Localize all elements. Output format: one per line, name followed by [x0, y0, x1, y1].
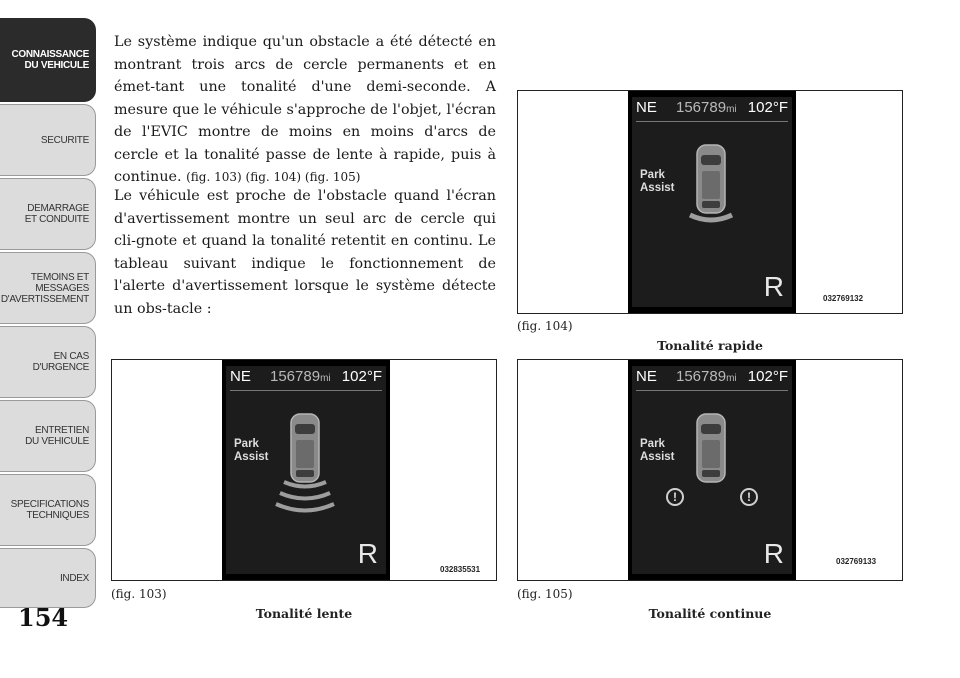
warning-icon: !	[666, 488, 684, 506]
evic-display	[222, 360, 390, 580]
vehicle-top-view-icon	[694, 410, 728, 486]
vehicle-top-view-icon	[288, 410, 322, 486]
tab-label-line: DEMARRAGE	[27, 203, 89, 214]
tab-label-line: ENTRETIEN	[35, 425, 89, 436]
figure-103	[111, 359, 497, 581]
figure-references: (fig. 103) (fig. 104) (fig. 105)	[186, 170, 361, 184]
figure-label: (fig. 104)	[517, 319, 573, 333]
tab-en-cas-d-urgence[interactable]	[0, 326, 96, 398]
tab-label-line: EN CAS	[53, 351, 89, 362]
display-header	[230, 366, 382, 388]
outside-temperature: 102°F	[341, 368, 382, 385]
compass-direction: NE	[636, 368, 657, 385]
outside-temperature: 102°F	[747, 99, 788, 116]
sensor-arcs-icon	[676, 209, 746, 249]
page-number: 154	[18, 603, 69, 632]
paragraph-text: Le véhicule est proche de l'obstacle quand l'écran d'avertissement montre un seul arc de cercle qui cli-gnote et quand la tonalité retentit en continu. Le tableau suivant indique le fonctionnement de l'alerte d'avertissement lorsque le système détecte un obs-tacle :	[114, 188, 496, 317]
paragraph-warning-behaviour	[114, 185, 496, 320]
tab-index[interactable]	[0, 548, 96, 608]
figure-label: (fig. 103)	[111, 587, 167, 601]
tab-specifications-techniques[interactable]	[0, 474, 96, 546]
gear-indicator: R	[763, 271, 784, 302]
evic-display	[628, 91, 796, 313]
tab-connaissance-du-vehicule[interactable]	[0, 18, 96, 102]
tab-securite[interactable]	[0, 104, 96, 176]
image-code: 032769132	[823, 294, 864, 303]
figure-caption: Tonalité rapide	[657, 338, 763, 353]
tab-label-line: D'URGENCE	[32, 362, 89, 373]
image-code: 032835531	[440, 565, 481, 574]
tab-label-line: SECURITE	[40, 134, 89, 146]
compass-direction: NE	[230, 368, 251, 385]
tab-label-line: CONNAISSANCE	[11, 49, 89, 60]
figure-105	[517, 359, 903, 581]
image-code: 032769133	[836, 557, 877, 566]
odometer: 156789mi	[676, 99, 737, 116]
park-assist-label: Park Assist	[234, 438, 269, 463]
odometer: 156789mi	[676, 368, 737, 385]
tab-label-line: TECHNIQUES	[26, 510, 89, 521]
figure-label: (fig. 105)	[517, 587, 573, 601]
tab-label-line: ET CONDUITE	[24, 214, 89, 225]
display-header	[636, 97, 788, 119]
header-divider	[636, 121, 788, 122]
odometer: 156789mi	[270, 368, 331, 385]
figure-caption: Tonalité continue	[648, 606, 772, 621]
tab-label-line: TEMOINS ET	[30, 271, 89, 283]
tab-entretien-du-vehicule[interactable]	[0, 400, 96, 472]
outside-temperature: 102°F	[747, 368, 788, 385]
display-header	[636, 366, 788, 388]
tab-label-line: D'AVERTISSEMENT	[0, 293, 89, 305]
paragraph-obstacle-detection	[114, 31, 496, 189]
paragraph-text: Le système indique qu'un obstacle a été détecté en montrant trois arcs de cercle permanents et en émet-tant une tonalité d'une demi-seconde. A mesure que le véhicule s'approche de l'objet, l'écran de l'EVIC montre de moins en moins d'arcs de cercle et la tonalité passe de lente à rapide, puis à continue.	[114, 34, 496, 185]
tab-label-line: DU VEHICULE	[25, 436, 89, 447]
tab-label-line: DU VEHICULE	[24, 60, 89, 71]
tab-temoins-et-messages[interactable]	[0, 252, 96, 324]
compass-direction: NE	[636, 99, 657, 116]
tab-label-line: MESSAGES	[35, 282, 89, 294]
tab-demarrage-et-conduite[interactable]	[0, 178, 96, 250]
sensor-arcs-icon	[270, 478, 340, 518]
warning-icon: !	[740, 488, 758, 506]
gear-indicator: R	[763, 538, 784, 569]
evic-display	[628, 360, 796, 580]
gear-indicator: R	[357, 538, 378, 569]
park-assist-label: Park Assist	[640, 438, 675, 463]
figure-104	[517, 90, 903, 314]
tab-label-line: INDEX	[59, 572, 89, 584]
park-assist-label: Park Assist	[640, 169, 675, 194]
figure-caption: Tonalité lente	[255, 606, 353, 621]
tab-label-line: SPECIFICATIONS	[10, 499, 89, 510]
header-divider	[230, 390, 382, 391]
vehicle-top-view-icon	[694, 141, 728, 217]
header-divider	[636, 390, 788, 391]
